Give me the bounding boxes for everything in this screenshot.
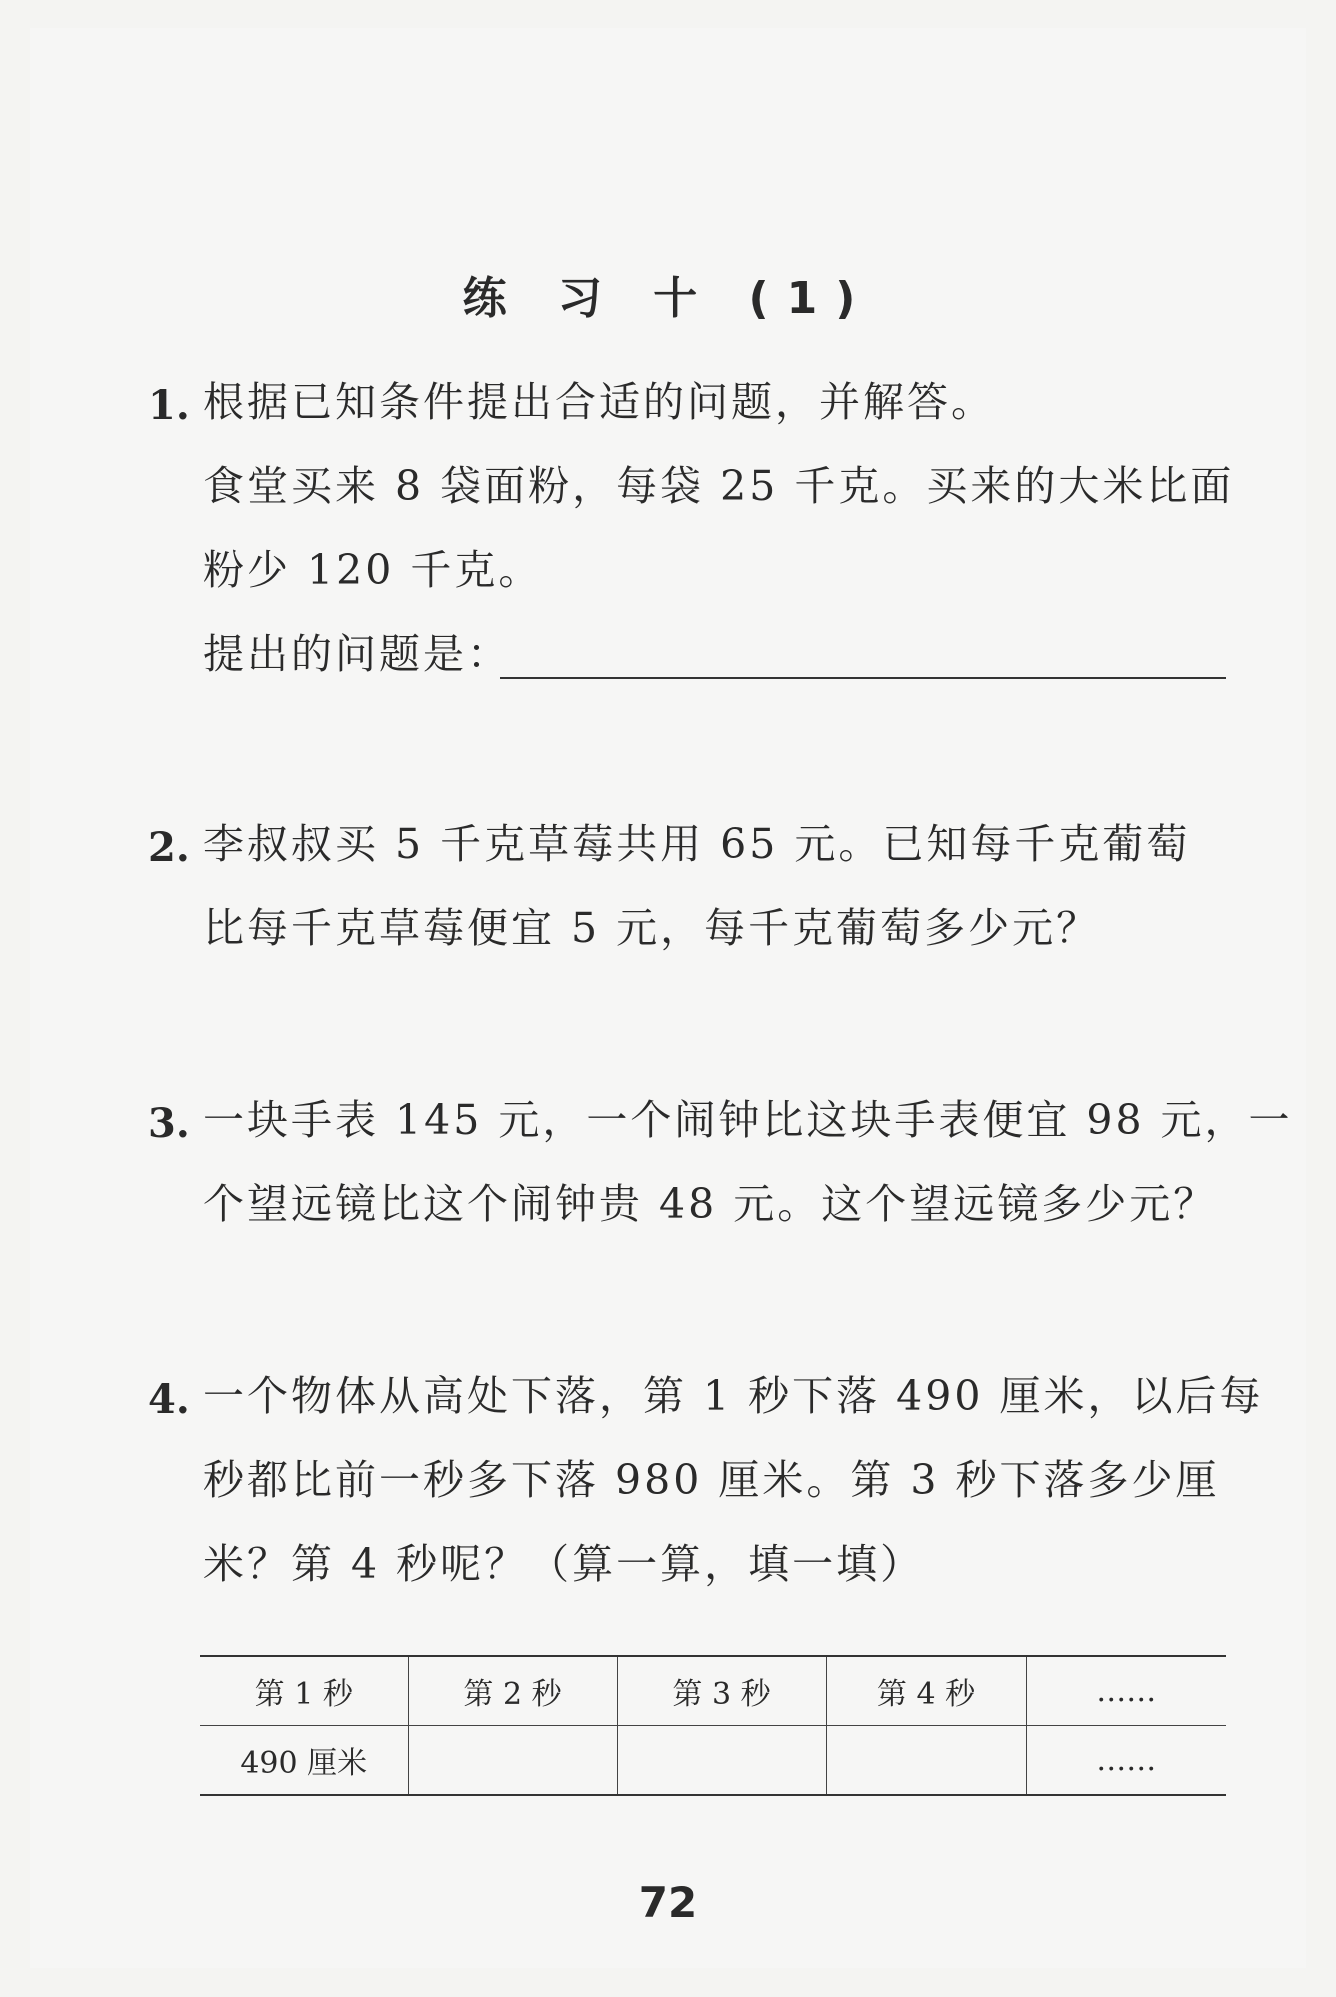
table-header-cell: 第 1 秒 (200, 1656, 408, 1726)
question-4-text-line-3: 米？第 4 秒呢？（算一算，填一填） (203, 1540, 925, 1588)
question-1-text-line-1: 食堂买来 8 袋面粉，每袋 25 千克。买来的大米比面 (203, 462, 1235, 510)
question-1-prompt: 提出的问题是： (203, 630, 511, 678)
question-2-text-line-1: 李叔叔买 5 千克草莓共用 65 元。已知每千克葡萄 (203, 820, 1191, 868)
question-1-number: 1. (148, 382, 190, 429)
page-number: 72 (638, 1878, 698, 1927)
question-3-number: 3. (148, 1100, 190, 1147)
table-cell: …… (1026, 1726, 1226, 1796)
table-answer-cell-second-3[interactable] (617, 1726, 826, 1796)
table-header-cell: 第 4 秒 (826, 1656, 1026, 1726)
question-3-text-line-2: 个望远镜比这个闹钟贵 48 元。这个望远镜多少元？ (203, 1180, 1218, 1228)
table-header-cell: 第 3 秒 (617, 1656, 826, 1726)
table-header-cell: 第 2 秒 (408, 1656, 617, 1726)
table-header-row (200, 1656, 1226, 1726)
question-2-number: 2. (148, 824, 190, 871)
table-answer-cell-second-4[interactable] (826, 1726, 1026, 1796)
table-cell: 490 厘米 (240, 1746, 368, 1781)
question-2-text-line-2: 比每千克草莓便宜 5 元，每千克葡萄多少元？ (203, 904, 1101, 952)
question-4-number: 4. (148, 1376, 190, 1423)
question-4-text-line-1: 一个物体从高处下落，第 1 秒下落 490 厘米，以后每 (203, 1372, 1264, 1420)
question-1-answer-blank[interactable] (500, 677, 1226, 679)
question-1-text-line-2: 粉少 120 千克。 (203, 546, 543, 594)
falling-distance-table (200, 1655, 1226, 1796)
question-4-text-line-2: 秒都比前一秒多下落 980 厘米。第 3 秒下落多少厘 (203, 1456, 1220, 1504)
question-3-text-line-1: 一块手表 145 元，一个闹钟比这块手表便宜 98 元，一 (203, 1096, 1293, 1144)
table-header-cell: …… (1026, 1656, 1226, 1726)
table-answer-cell-second-2[interactable] (408, 1726, 617, 1796)
page-title: 练 习 十 (1) (462, 273, 874, 324)
table-row (200, 1726, 1226, 1796)
question-1-instruction: 根据已知条件提出合适的问题，并解答。 (203, 378, 995, 426)
